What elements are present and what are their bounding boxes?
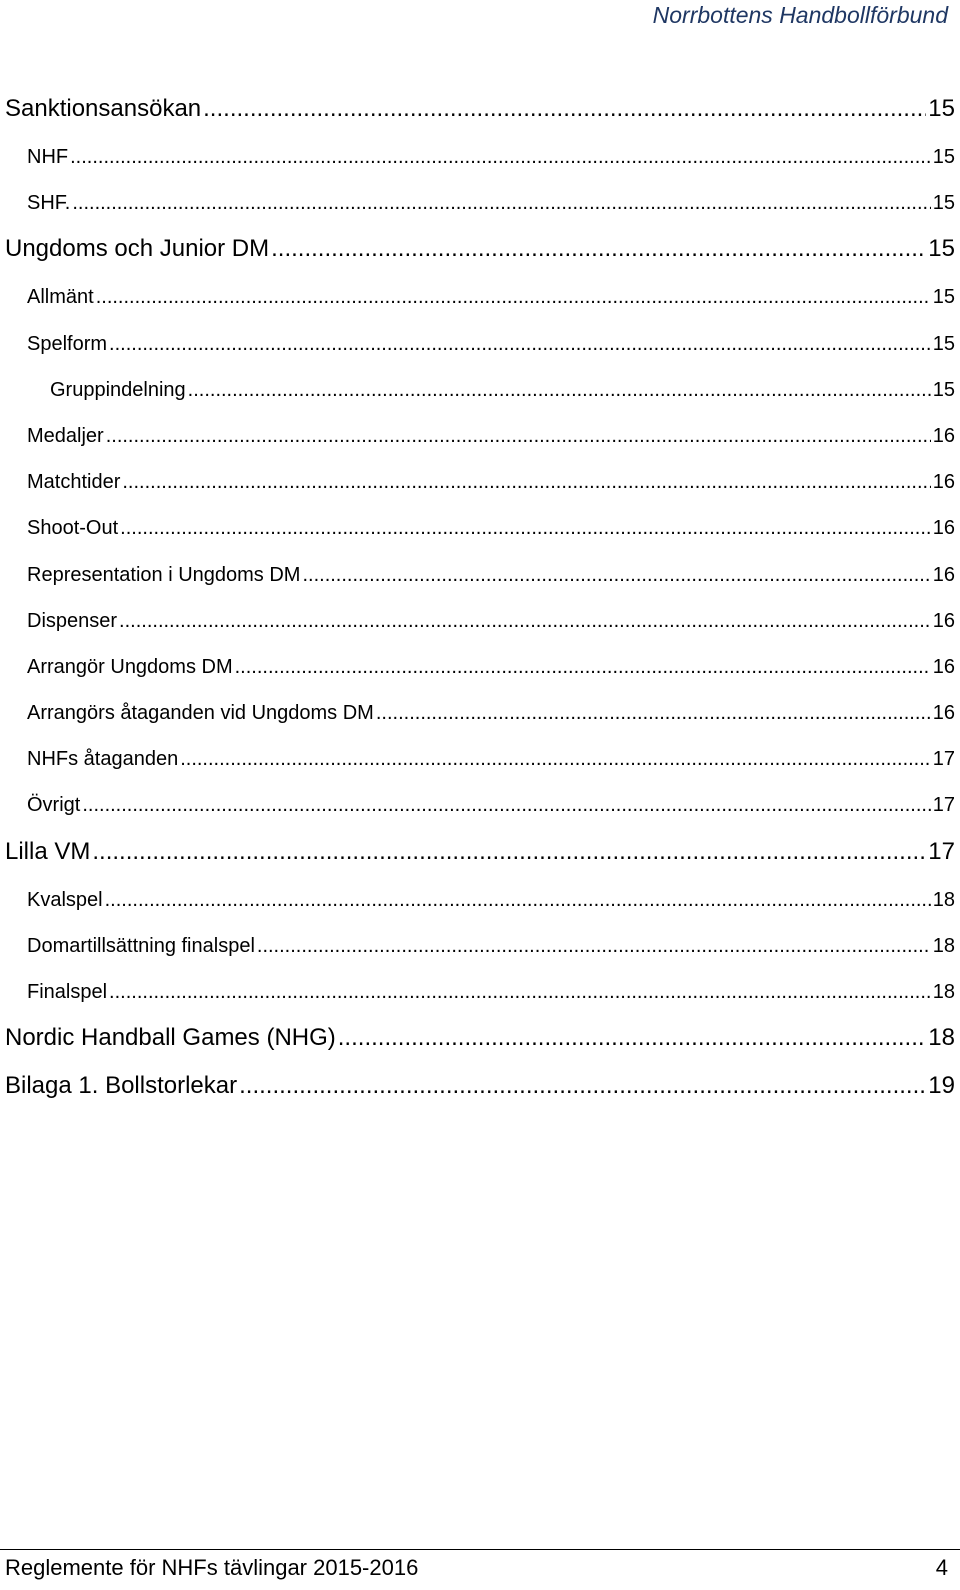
toc-entry-title: Nordic Handball Games (NHG) <box>5 1024 336 1052</box>
toc-entry[interactable] <box>5 228 955 276</box>
toc-dot-leader <box>109 971 931 1013</box>
toc-entry[interactable] <box>5 1017 955 1065</box>
toc-entry[interactable] <box>5 88 955 136</box>
page-footer <box>0 1549 960 1590</box>
toc-entry-page-number: 18 <box>932 934 955 957</box>
toc-dot-leader <box>376 692 931 734</box>
toc-entry-title: Övrigt <box>27 794 81 817</box>
toc-entry[interactable] <box>5 784 955 830</box>
toc-entry-title: Medaljer <box>27 424 104 447</box>
toc-dot-leader <box>235 646 931 688</box>
toc-entry[interactable] <box>5 415 955 461</box>
toc-dot-leader <box>338 1017 927 1059</box>
toc-entry-title: Spelform <box>27 332 108 355</box>
toc-entry[interactable] <box>5 646 955 692</box>
toc-dot-leader <box>239 1065 926 1107</box>
toc-dot-leader <box>119 600 931 642</box>
toc-entry-page-number: 18 <box>932 888 955 911</box>
toc-dot-leader <box>257 925 931 967</box>
toc-dot-leader <box>106 415 931 457</box>
toc-entry-page-number: 16 <box>932 517 955 540</box>
toc-entry[interactable] <box>5 369 955 415</box>
toc-entry-title: Dispenser <box>27 609 118 632</box>
page-header: Norrbottens Handbollförbund <box>652 2 948 28</box>
table-of-contents <box>5 88 955 1113</box>
toc-dot-leader <box>180 738 931 780</box>
toc-entry-page-number: 17 <box>928 837 955 865</box>
toc-entry-title: Sanktionsansökan <box>5 95 202 122</box>
toc-dot-leader <box>122 461 930 503</box>
toc-entry[interactable] <box>5 692 955 738</box>
toc-entry[interactable] <box>5 136 955 182</box>
footer-document-title: Reglemente för NHFs tävlingar 2015-2016 <box>5 1555 419 1580</box>
toc-entry[interactable] <box>5 507 955 553</box>
toc-entry-page-number: 18 <box>932 981 955 1003</box>
toc-entry-title: Arrangör Ungdoms DM <box>27 655 233 678</box>
toc-entry-title: NHF <box>27 146 69 168</box>
toc-entry[interactable] <box>5 182 955 228</box>
toc-entry[interactable] <box>5 971 955 1017</box>
toc-entry-page-number: 16 <box>932 702 955 725</box>
toc-entry-page-number: 16 <box>932 609 955 632</box>
toc-dot-leader <box>120 507 931 549</box>
toc-dot-leader <box>203 88 926 130</box>
toc-entry[interactable] <box>5 600 955 646</box>
toc-entry-title: Arrangörs åtaganden vid Ungdoms DM <box>27 702 374 725</box>
toc-entry-title: Kvalspel <box>27 888 103 911</box>
toc-entry[interactable] <box>5 461 955 507</box>
toc-dot-leader <box>70 136 931 178</box>
toc-entry-title: Ungdoms och Junior DM <box>5 235 270 263</box>
toc-dot-leader <box>109 323 931 365</box>
toc-entry-page-number: 19 <box>928 1072 955 1100</box>
toc-entry[interactable] <box>5 738 955 784</box>
toc-entry-page-number: 15 <box>928 95 955 122</box>
toc-entry-page-number: 15 <box>932 286 955 309</box>
footer-page-number: 4 <box>935 1555 948 1580</box>
toc-entry-page-number: 15 <box>932 332 955 355</box>
toc-entry-title: Bilaga 1. Bollstorlekar <box>5 1072 238 1100</box>
toc-entry-title: Shoot-Out <box>27 517 119 540</box>
toc-entry-page-number: 17 <box>932 748 955 771</box>
toc-entry-page-number: 15 <box>932 146 955 168</box>
toc-entry-title: Lilla VM <box>5 837 91 865</box>
toc-dot-leader <box>92 831 926 873</box>
toc-entry[interactable] <box>5 831 955 879</box>
toc-dot-leader <box>188 369 931 411</box>
toc-entry-page-number: 18 <box>928 1024 955 1052</box>
toc-entry-page-number: 15 <box>928 235 955 263</box>
toc-entry[interactable] <box>5 925 955 971</box>
toc-dot-leader <box>105 879 931 921</box>
toc-entry-page-number: 16 <box>932 471 955 494</box>
toc-entry-page-number: 16 <box>932 655 955 678</box>
toc-entry-title: Matchtider <box>27 471 121 494</box>
toc-entry-page-number: 17 <box>932 794 955 817</box>
toc-entry[interactable] <box>5 879 955 925</box>
toc-entry-title: Domartillsättning finalspel <box>27 934 255 957</box>
toc-entry-title: Gruppindelning <box>50 378 186 401</box>
toc-entry-page-number: 16 <box>932 424 955 447</box>
toc-entry[interactable] <box>5 554 955 600</box>
toc-entry-page-number: 15 <box>932 378 955 401</box>
toc-entry[interactable] <box>5 276 955 322</box>
toc-entry-title: NHFs åtaganden <box>27 748 179 771</box>
toc-dot-leader <box>302 554 930 596</box>
toc-entry-title: Finalspel <box>27 981 108 1003</box>
toc-dot-leader <box>72 182 930 224</box>
toc-entry-page-number: 16 <box>932 563 955 586</box>
toc-dot-leader <box>96 276 931 318</box>
toc-entry[interactable] <box>5 1065 955 1113</box>
toc-dot-leader <box>271 228 926 270</box>
toc-entry-title: Allmänt <box>27 286 94 309</box>
toc-dot-leader <box>82 784 930 826</box>
toc-entry-title: Representation i Ungdoms DM <box>27 563 301 586</box>
toc-entry[interactable] <box>5 323 955 369</box>
toc-entry-page-number: 15 <box>932 192 955 215</box>
toc-entry-title: SHF. <box>27 192 71 215</box>
